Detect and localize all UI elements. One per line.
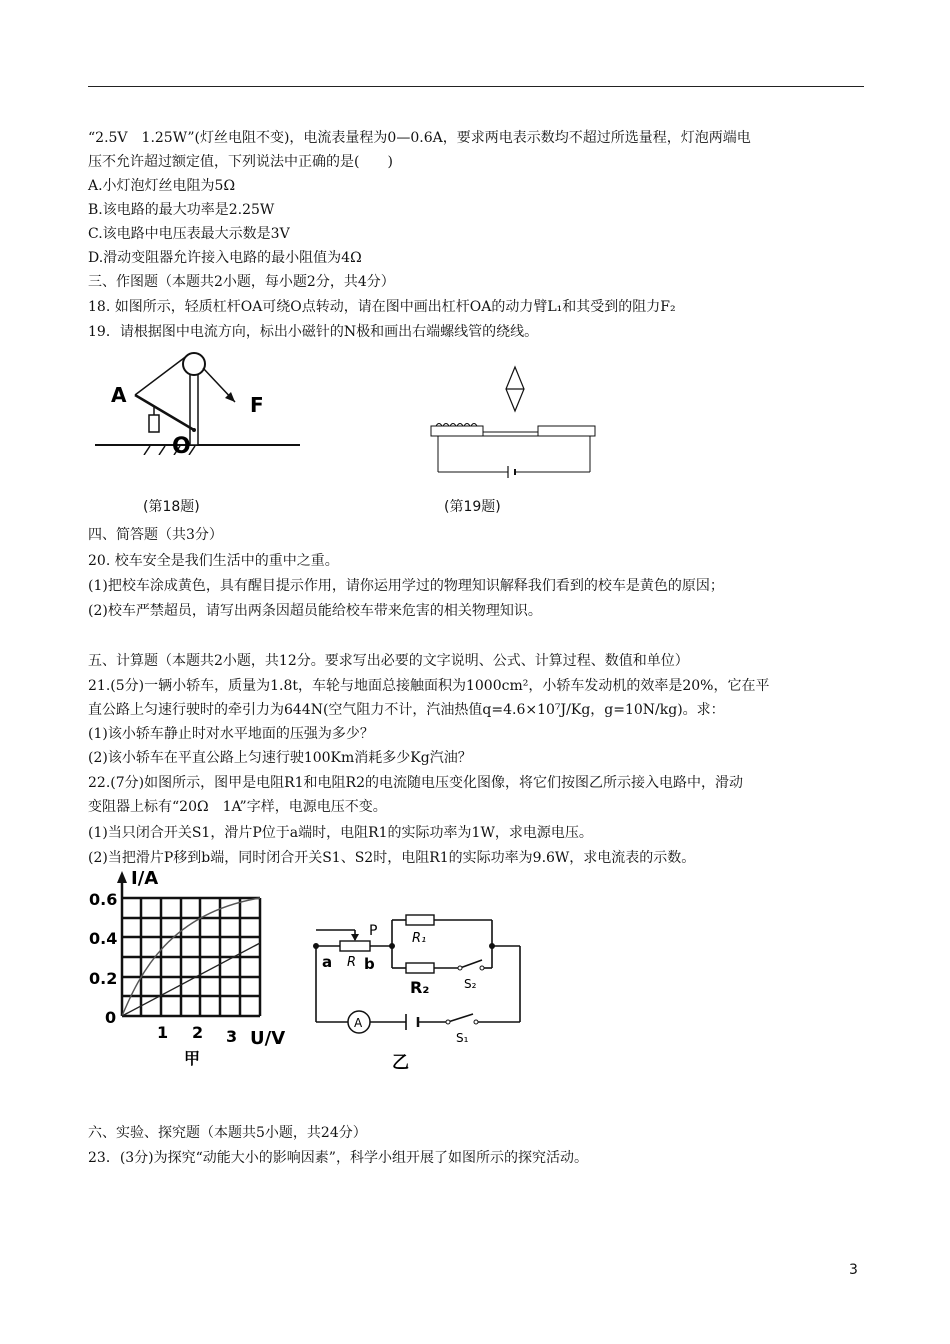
lever-oa (135, 395, 194, 430)
pivot-point (192, 428, 196, 432)
question-20: 20. 校车安全是我们生活中的重中之重。 (88, 553, 339, 569)
option-d: D.滑动变阻器允许接入电路的最小阻值为4Ω (88, 250, 362, 266)
x-tick: 2 (192, 1023, 204, 1042)
question-22-part1: (1)当只闭合开关S1，滑片P位于a端时，电阻R1的实际功率为1W，求电源电压。 (88, 825, 593, 841)
resistor-r1 (406, 915, 434, 925)
rope (135, 355, 188, 395)
header-rule (88, 86, 864, 87)
question-21: 21.(5分)一辆小轿车，质量为1.8t，车轮与地面总接触面积为1000cm²，小轿车发动机的效率是20%，它在平 (88, 678, 770, 694)
question-20-part2: (2)校车严禁超员，请写出两条因超员能给校车带来危害的相关物理知识。 (88, 603, 542, 619)
label-s1: S₁ (456, 1031, 469, 1045)
solenoid-figure (428, 362, 598, 482)
label-r: R (347, 955, 357, 970)
lever-figure (95, 340, 305, 455)
section-heading: 三、作图题（本题共2小题，每小题2分，共4分） (88, 274, 395, 290)
page-number: 3 (849, 1262, 858, 1278)
label-r2: R₂ (410, 978, 430, 997)
circuit-diagram (308, 910, 528, 1075)
question-21-part2: (2)该小轿车在平直公路上匀速行驶100Km消耗多少Kg汽油？ (88, 750, 472, 766)
y-tick: 0.6 (89, 890, 118, 909)
label-b-end: b (364, 955, 375, 973)
y-tick: 0.2 (89, 969, 118, 988)
y-title: I/A (131, 868, 159, 889)
question-20-part1: (1)把校车涂成黄色，具有醒目提示作用，请你运用学过的物理知识解释我们看到的校车是黄色的原因； (88, 578, 724, 594)
option-a: A.小灯泡灯丝电阻为5Ω (88, 178, 236, 194)
label-s2: S₂ (464, 977, 477, 991)
label-a: A (111, 383, 127, 407)
right-solenoid (538, 426, 595, 436)
section-heading: 六、实验、探究题（本题共5小题，共24分） (88, 1125, 367, 1141)
iv-graph (85, 868, 300, 1073)
label-f: F (250, 393, 264, 417)
grid (122, 898, 260, 1016)
fig18-caption: (第18题) (143, 499, 200, 515)
label-a-end: a (322, 953, 333, 971)
section-heading: 五、计算题（本题共2小题，共12分。要求写出必要的文字说明、公式、计算过程、数值和单位） (88, 653, 689, 669)
post (190, 370, 198, 445)
question-22: 22.(7分)如图所示，图甲是电阻R1和电阻R2的电流随电压变化图像，将它们按图乙所示接入电路中，滑动 (88, 775, 743, 791)
fig19-caption: (第19题) (444, 499, 501, 515)
section-heading: 四、简答题（共3分） (88, 527, 223, 543)
text-line: 变阻器上标有“20Ω 1A”字样，电源电压不变。 (88, 799, 387, 815)
x-title: U/V (250, 1028, 286, 1049)
question-19: 19．请根据图中电流方向，标出小磁针的N极和画出右端螺线管的绕线。 (88, 324, 539, 340)
label-o: O (172, 434, 191, 455)
hanging-weight (149, 415, 159, 432)
question-21-part1: (1)该小轿车静止时对水平地面的压强为多少？ (88, 726, 374, 742)
option-b: B.该电路的最大功率是2.25W (88, 202, 275, 218)
text-line: 压不允许超过额定值，下列说法中正确的是( ) (88, 154, 393, 170)
question-23: 23．(3分)为探究“动能大小的影响因素”，科学小组开展了如图所示的探究活动。 (88, 1150, 588, 1166)
label-r1: R₁ (412, 931, 427, 946)
x-tick: 1 (157, 1023, 169, 1042)
slider-p (351, 934, 359, 941)
circuit-caption: 乙 (392, 1053, 409, 1073)
ammeter-label: A (354, 1016, 363, 1030)
option-c: C.该电路中电压表最大示数是3V (88, 226, 290, 242)
question-22-part2: (2)当把滑片P移到b端，同时闭合开关S1、S2时，电阻R1的实际功率为9.6W，求电流表的示数。 (88, 850, 696, 866)
rheostat-r (340, 941, 370, 951)
y-tick: 0.4 (89, 929, 118, 948)
resistor-r2 (406, 963, 434, 973)
label-p: P (369, 923, 378, 939)
text-line: “2.5V 1.25W”(灯丝电阻不变)，电流表量程为0—0.6A，要求两电表示数均不超过所选量程，灯泡两端电 (88, 130, 751, 146)
text-line: 直公路上匀速行驶时的牵引力为644N(空气阻力不计，汽油热值q=4.6×10⁷J/Kg，g=10N/kg)。求： (88, 702, 725, 718)
origin-label: 0 (105, 1008, 117, 1027)
x-tick: 3 (226, 1027, 238, 1046)
graph-caption: 甲 (184, 1049, 201, 1068)
question-18: 18. 如图所示，轻质杠杆OA可绕O点转动，请在图中画出杠杆OA的动力臂L₁和其受到的阻力F₂ (88, 299, 676, 315)
